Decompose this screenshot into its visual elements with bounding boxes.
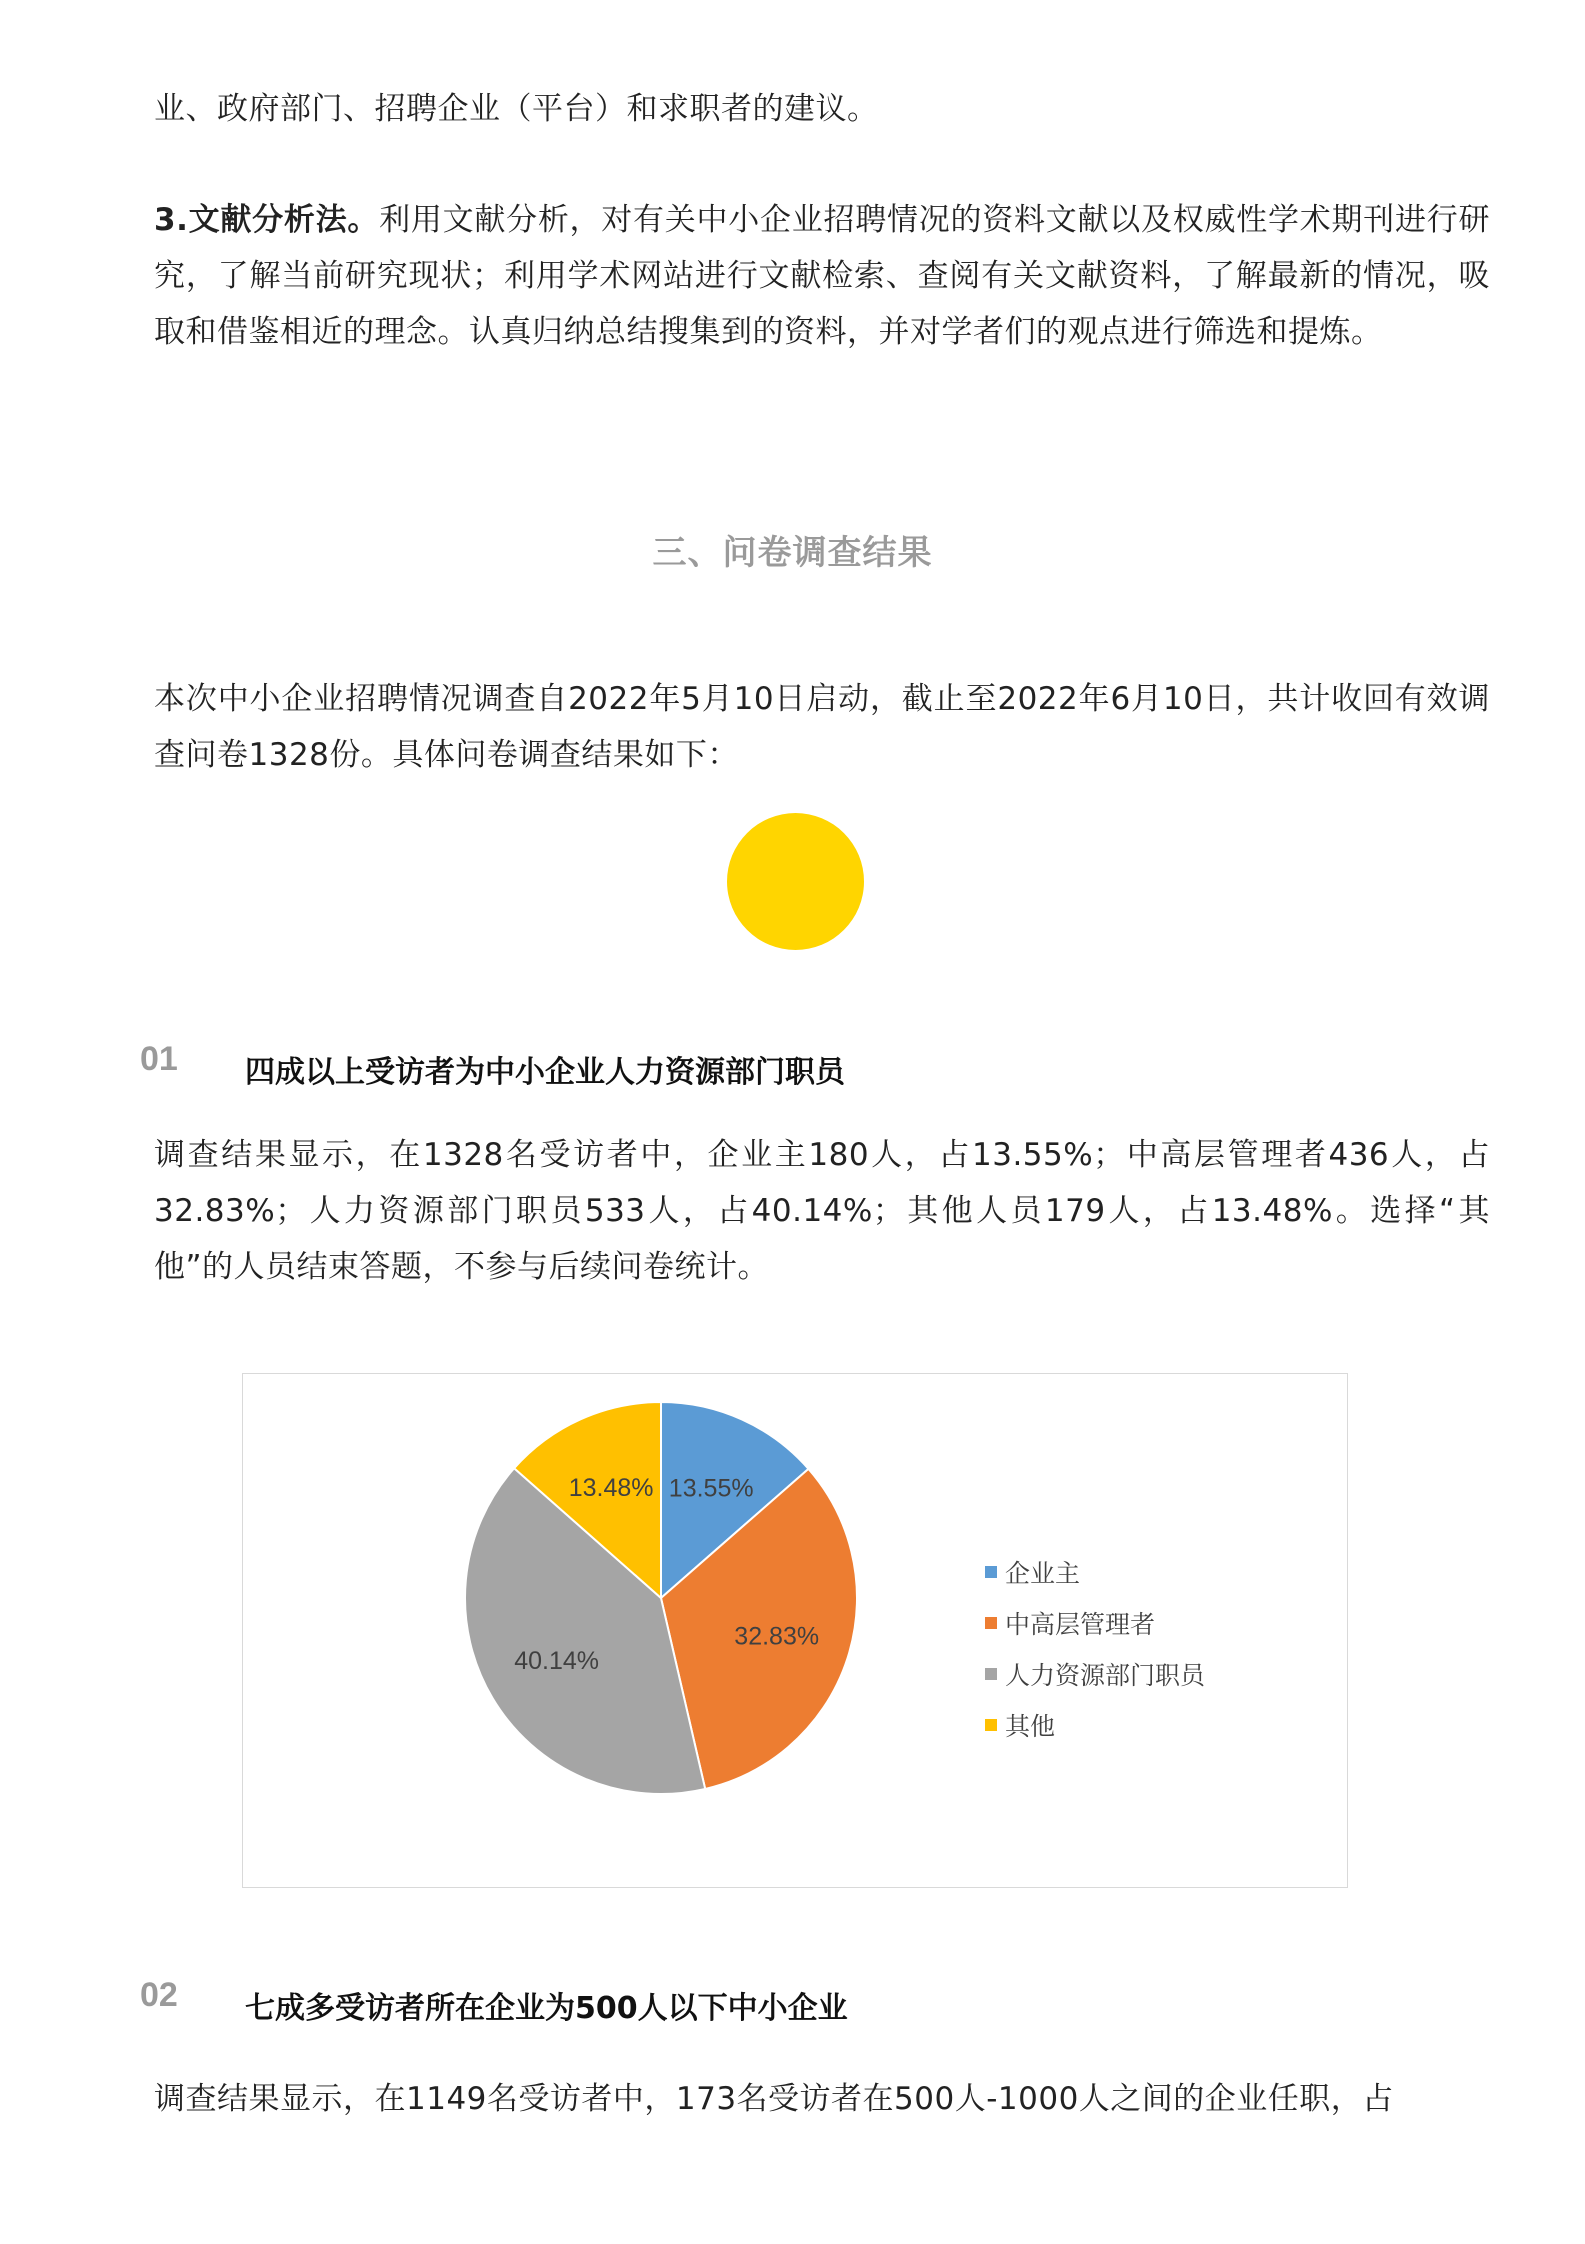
paragraph-text: 调查结果显示，在1149名受访者中，173名受访者在500人-1000人之间的企业任职，占 [154, 2081, 1394, 2117]
legend-swatch [985, 1566, 997, 1578]
paragraph-respondent-roles [154, 1127, 1490, 1295]
paragraph-bold-lead: 3.文献分析法。 [154, 202, 380, 238]
legend-label: 其他 [1005, 1711, 1056, 1741]
pie-data-label: 32.83% [734, 1622, 820, 1651]
legend-label: 中高层管理者 [1005, 1609, 1156, 1639]
paragraph-intro-tail [154, 81, 1490, 137]
subsection-title: 四成以上受访者为中小企业人力资源部门职员 [245, 1055, 845, 1090]
subsection-number: 02 [140, 1976, 178, 2014]
paragraph-literature-analysis [154, 192, 1490, 360]
paragraph-company-size [154, 2071, 1490, 2127]
paragraph-text: 利用文献分析，对有关中小企业招聘情况的资料文献以及权威性学术期刊进行研究，了解当前研究现状；利用学术网站进行文献检索、查阅有关文献资料，了解最新的情况，吸取和借鉴相近的理念。认真归纳总结搜集到的资料，并对学者们的观点进行筛选和提炼。 [154, 202, 1490, 350]
subsection-title: 七成多受访者所在企业为500人以下中小企业 [245, 1991, 848, 2026]
legend-item [985, 1597, 1205, 1648]
pie-data-label: 13.48% [568, 1474, 654, 1503]
subsection-number: 01 [140, 1040, 178, 1078]
legend-swatch [985, 1719, 997, 1731]
paragraph-survey-intro [154, 671, 1490, 783]
legend-label: 人力资源部门职员 [1005, 1660, 1206, 1690]
legend-label: 企业主 [1005, 1558, 1081, 1588]
decorative-yellow-circle [727, 813, 864, 950]
paragraph-text: 本次中小企业招聘情况调查自2022年5月10日启动，截止至2022年6月10日，共计收回有效调查问卷1328份。具体问卷调查结果如下： [154, 681, 1490, 773]
legend-item [985, 1546, 1205, 1597]
legend-swatch [985, 1668, 997, 1680]
paragraph-text: 业、政府部门、招聘企业（平台）和求职者的建议。 [154, 91, 879, 127]
legend-swatch [985, 1617, 997, 1629]
section-heading: 三、问卷调查结果 [652, 533, 933, 573]
legend-item [985, 1699, 1205, 1750]
paragraph-text: 调查结果显示，在1328名受访者中，企业主180人，占13.55%；中高层管理者436人，占32.83%；人力资源部门职员533人，占40.14%；其他人员179人，占13.48%。选择“其他”的人员结束答题，不参与后续问卷统计。 [154, 1137, 1490, 1285]
pie-data-label: 40.14% [514, 1647, 599, 1676]
chart-legend [985, 1546, 1205, 1750]
pie-data-label: 13.55% [668, 1474, 754, 1503]
legend-item [985, 1648, 1205, 1699]
pie-chart-container [242, 1373, 1348, 1888]
